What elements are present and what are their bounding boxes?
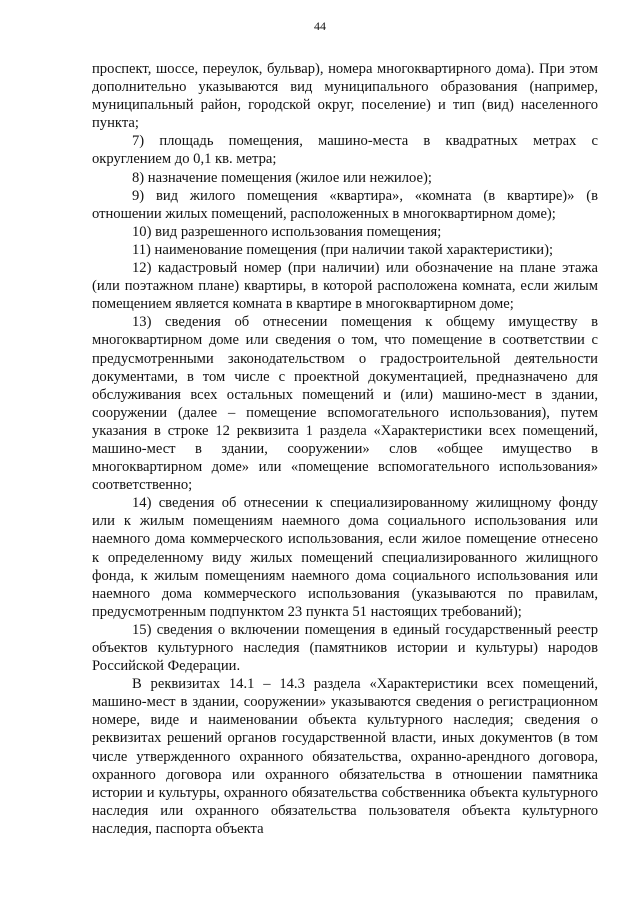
paragraph: В реквизитах 14.1 – 14.3 раздела «Характеристики всех помещений, машино-мест в здании, сооружении» указываются сведения о регистрационном номере, виде и наименовании объекта культурного наследия; сведения о реквизитах решений органов государственной власти, иных документов (в том числе утвержденного охранного обязательства, охранно-арендного договора, охранного договора или охранного обязательства в отношении памятника истории и культуры, охранного обязательства собственника объекта культурного наследия или охранного обязательства пользователя объекта культурного наследия, паспорта объекта — [92, 676, 598, 837]
page-number: 44 — [314, 19, 326, 33]
paragraph: 12) кадастровый номер (при наличии) или обозначение на плане этажа (или поэтажном плане) квартиры, в которой расположена комната, если жилым помещением является комната в квартире в многоквартирном доме; — [92, 260, 598, 313]
paragraph: 7) площадь помещения, машино-места в квадратных метрах с округлением до 0,1 кв. метра; — [92, 133, 598, 168]
paragraph: 15) сведения о включении помещения в единый государственный реестр объектов культурного наследия (памятников истории и культуры) народов Российской Федерации. — [92, 621, 598, 675]
document-body — [92, 60, 598, 838]
paragraph: 8) назначение помещения (жилое или нежилое); — [132, 169, 432, 186]
paragraph: 13) сведения об отнесении помещения к общему имуществу в многоквартирном доме или сведения о том, что помещение в соответствии с предусмотренными законодательством о градостроительной деятельности документами, в том числе с проектной документацией, предназначено для обслуживания всех остальных помещений и (или) машино-мест в здании, сооружении (далее – помещение вспомогательного использования), путем указания в строке 12 реквизита 1 раздела «Характеристики всех помещений, машино-мест в здании, сооружении» слов «общее имущество в многоквартирном доме» или «помещение вспомогательного использования» соответственно; — [92, 314, 598, 494]
paragraph: 11) наименование помещения (при наличии такой характеристики); — [132, 241, 554, 258]
paragraph: 9) вид жилого помещения «квартира», «комната (в квартире)» (в отношении жилых помещений, расположенных в многоквартирном доме); — [92, 187, 598, 222]
paragraph: проспект, шоссе, переулок, бульвар), номера многоквартирного дома). При этом дополнительно указываются вид муниципального образования (например, муниципальный район, городской округ, поселение) и тип (вид) населенного пункта; — [92, 61, 598, 132]
paragraph: 14) сведения об отнесении к специализированному жилищному фонду или к жилым помещениям наемного дома социального использования или наемного дома коммерческого использования, если жилое помещение отнесено к определенному виду жилых помещений специализированного жилищного фонда, к жилым помещениям наемного дома социального использования или наемного дома коммерческого использования (указываются по правилам, предусмотренным подпунктом 23 пункта 51 настоящих требований); — [92, 495, 598, 620]
paragraph: 10) вид разрешенного использования помещения; — [132, 223, 442, 240]
